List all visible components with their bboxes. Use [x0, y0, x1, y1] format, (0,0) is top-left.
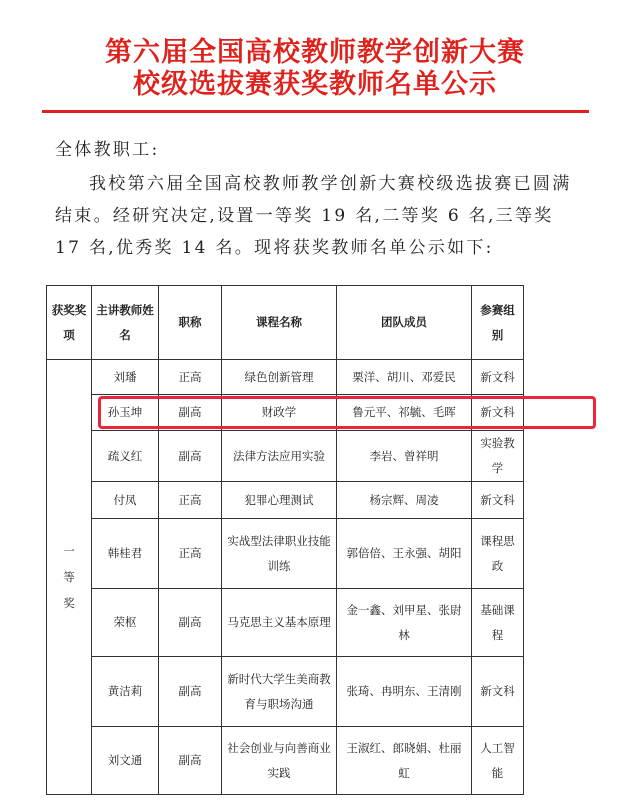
group-cell: 新文科 — [472, 360, 524, 395]
teacher-cell: 刘文通 — [92, 727, 159, 795]
table-row — [47, 589, 524, 657]
teacher-cell: 疏义红 — [92, 431, 159, 482]
team-cell: 李岩、曾祥明 — [337, 431, 472, 482]
award-table — [46, 285, 524, 795]
greeting: 全体教职工: — [55, 140, 160, 160]
title-cell: 副高 — [159, 657, 222, 727]
team-cell: 金一鑫、刘甲星、张尉林 — [337, 589, 472, 657]
award-level: 一等奖 — [63, 544, 75, 610]
group-cell: 课程思政 — [472, 519, 524, 589]
group-cell: 新文科 — [472, 482, 524, 519]
title-divider — [42, 110, 589, 113]
teacher-cell: 付凤 — [92, 482, 159, 519]
group-cell: 新文科 — [472, 395, 524, 431]
notice-title-line1: 第六届全国高校教师教学创新大赛 — [105, 37, 525, 68]
table-row — [47, 431, 524, 482]
table-row — [47, 519, 524, 589]
table-row — [47, 360, 524, 395]
table-row — [47, 482, 524, 519]
table-row — [47, 395, 524, 431]
table-header-row — [47, 286, 524, 360]
header-course: 课程名称 — [222, 286, 337, 360]
title-cell: 副高 — [159, 431, 222, 482]
course-cell: 社会创业与向善商业实践 — [222, 727, 337, 795]
course-cell: 财政学 — [222, 395, 337, 431]
header-teacher: 主讲教师姓名 — [92, 286, 159, 360]
course-cell: 绿色创新管理 — [222, 360, 337, 395]
teacher-cell: 黄洁莉 — [92, 657, 159, 727]
header-award: 获奖奖项 — [47, 286, 92, 360]
group-cell: 新文科 — [472, 657, 524, 727]
team-cell: 鲁元平、祁毓、毛晖 — [337, 395, 472, 431]
team-cell: 杨宗辉、周凌 — [337, 482, 472, 519]
course-cell: 马克思主义基本原理 — [222, 589, 337, 657]
title-cell: 副高 — [159, 395, 222, 431]
course-cell: 犯罪心理测试 — [222, 482, 337, 519]
course-cell: 实战型法律职业技能训练 — [222, 519, 337, 589]
teacher-cell: 刘璠 — [92, 360, 159, 395]
course-cell: 新时代大学生美商教育与职场沟通 — [222, 657, 337, 727]
table-row — [47, 657, 524, 727]
team-cell: 栗洋、胡川、邓爱民 — [337, 360, 472, 395]
title-cell: 正高 — [159, 360, 222, 395]
group-cell: 基础课程 — [472, 589, 524, 657]
intro-paragraph: 我校第六届全国高校教师教学创新大赛校级选拔赛已圆满结束。经研究决定,设置一等奖 19 名,二等奖 6 名,三等奖 17 名,优秀奖 14 名。现将获奖教师名单公示如下: — [55, 174, 572, 258]
title-cell: 副高 — [159, 589, 222, 657]
header-group: 参赛组别 — [472, 286, 524, 360]
group-cell: 实验教学 — [472, 431, 524, 482]
teacher-cell: 荣枢 — [92, 589, 159, 657]
table-row — [47, 727, 524, 795]
title-cell: 正高 — [159, 482, 222, 519]
award-level-cell — [47, 360, 92, 795]
team-cell: 张琦、冉明东、王清刚 — [337, 657, 472, 727]
teacher-cell: 韩桂君 — [92, 519, 159, 589]
team-cell: 王淑红、郎晓娟、杜丽虹 — [337, 727, 472, 795]
header-title: 职称 — [159, 286, 222, 360]
notice-title-line2: 校级选拔赛获奖教师名单公示 — [133, 69, 497, 100]
group-cell: 人工智能 — [472, 727, 524, 795]
title-cell: 副高 — [159, 727, 222, 795]
course-cell: 法律方法应用实验 — [222, 431, 337, 482]
team-cell: 郭倍倍、王永强、胡阳 — [337, 519, 472, 589]
header-team: 团队成员 — [337, 286, 472, 360]
title-cell: 正高 — [159, 519, 222, 589]
teacher-cell: 孙玉坤 — [92, 395, 159, 431]
